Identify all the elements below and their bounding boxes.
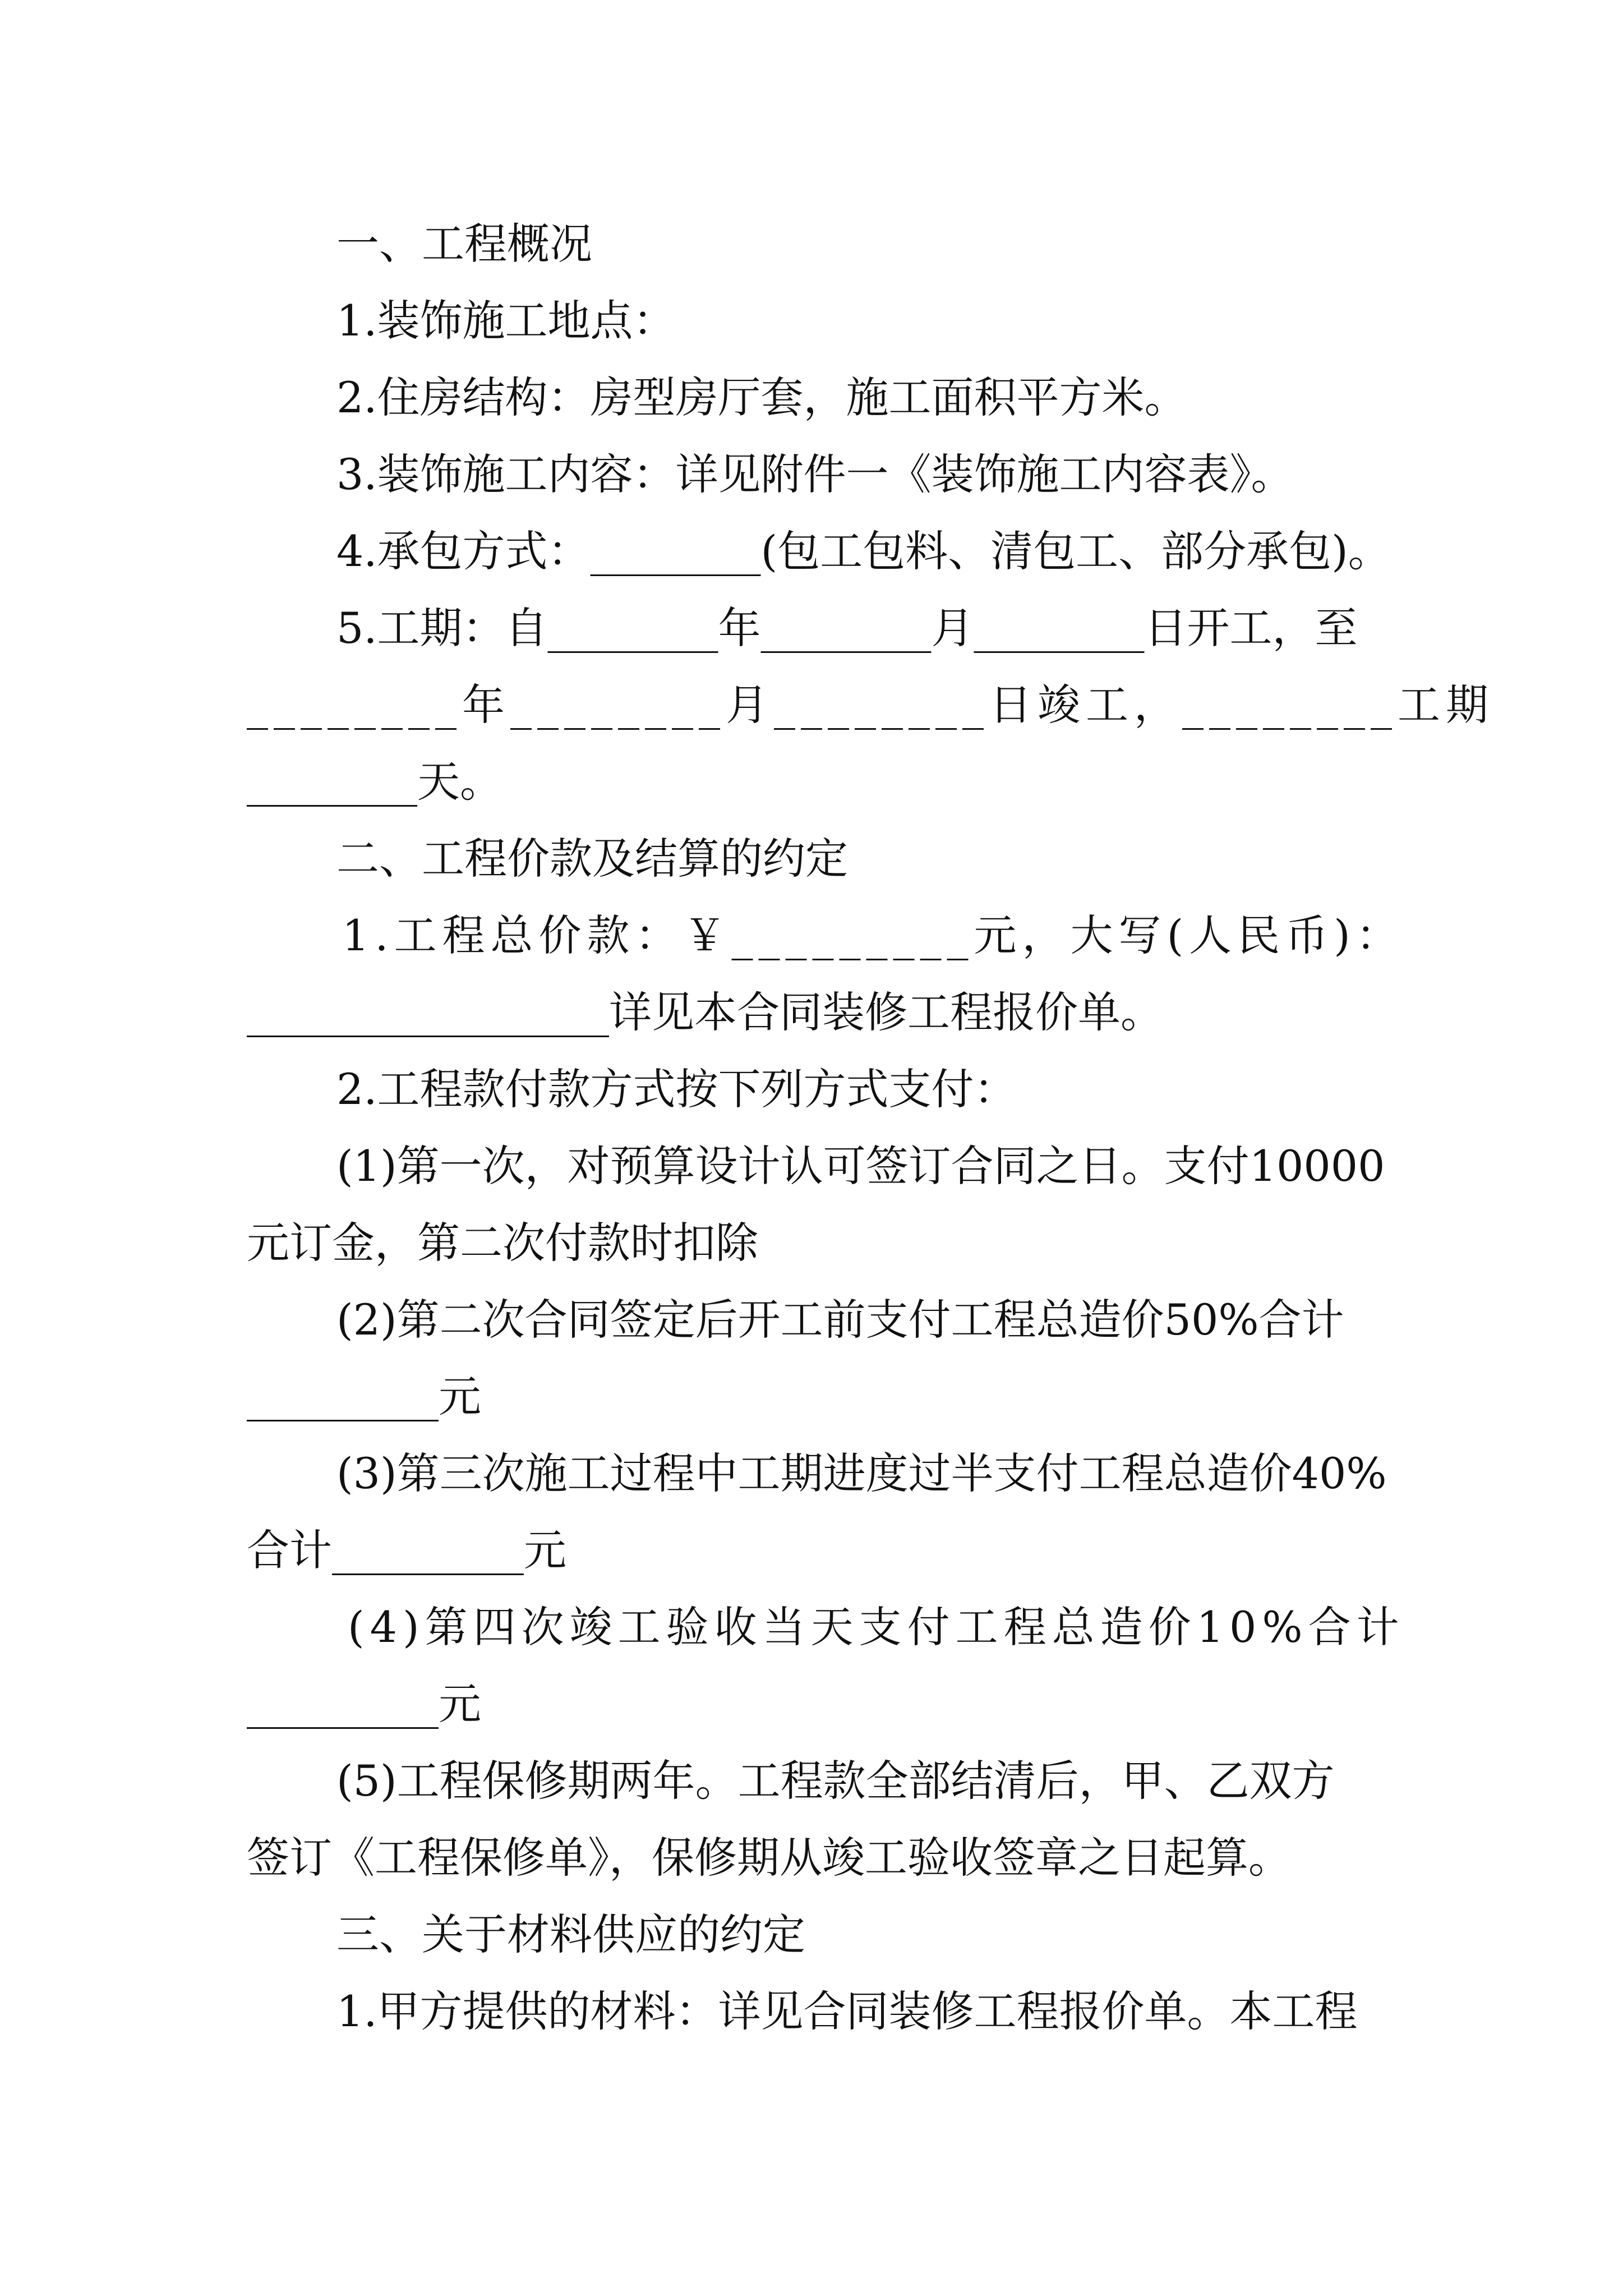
paragraph-line: (3)第三次施工过程中工期进度过半支付工程总造价40% <box>336 1448 1387 1498</box>
paragraph-line: 2.住房结构：房型房厅套，施工面积平方米。 <box>336 372 1187 422</box>
paragraph-line: 5.工期：自________年________月________日开工，至 <box>336 603 1358 653</box>
paragraph-line: 签订《工程保修单》，保修期从竣工验收签章之日起算。 <box>247 1833 1291 1883</box>
paragraph-line: 1.甲方提供的材料：详见合同装修工程报价单。本工程 <box>336 1986 1358 2036</box>
paragraph-line: _________元 <box>247 1372 481 1421</box>
paragraph-line: (5)工程保修期两年。工程款全部结清后，甲、乙双方 <box>336 1756 1335 1806</box>
paragraph-line: 2.工程款付款方式按下列方式支付： <box>336 1064 1017 1114</box>
section-heading-1: 一、工程概况 <box>336 219 592 269</box>
paragraph-line: 1.工程总价款：￥_________元，大写(人民币)： <box>342 910 1404 960</box>
paragraph-line: ________年________月________日竣工，________工期 <box>247 680 1494 730</box>
paragraph-line: ________天。 <box>247 757 502 807</box>
paragraph-line: 4.承包方式：________(包工包料、清包工、部分承包)。 <box>336 526 1391 576</box>
paragraph-line: 3.装饰施工内容：详见附件一《装饰施工内容表》。 <box>336 449 1294 499</box>
paragraph-line: 1.装饰施工地点： <box>336 296 676 346</box>
paragraph-line: 元订金，第二次付款时扣除 <box>247 1218 758 1268</box>
paragraph-line: _________________详见本合同装修工程报价单。 <box>247 987 1163 1037</box>
paragraph-line: (1)第一次，对预算设计认可签订合同之日。支付10000 <box>336 1141 1385 1191</box>
paragraph-line: (4)第四次竣工验收当天支付工程总造价10%合计 <box>348 1602 1405 1652</box>
paragraph-line: 合计_________元 <box>247 1525 566 1575</box>
section-heading-3: 三、关于材料供应的约定 <box>336 1910 805 1959</box>
section-heading-2: 二、工程价款及结算的约定 <box>336 834 848 884</box>
paragraph-line: _________元 <box>247 1679 481 1729</box>
paragraph-line: (2)第二次合同签定后开工前支付工程总造价50%合计 <box>336 1295 1344 1345</box>
